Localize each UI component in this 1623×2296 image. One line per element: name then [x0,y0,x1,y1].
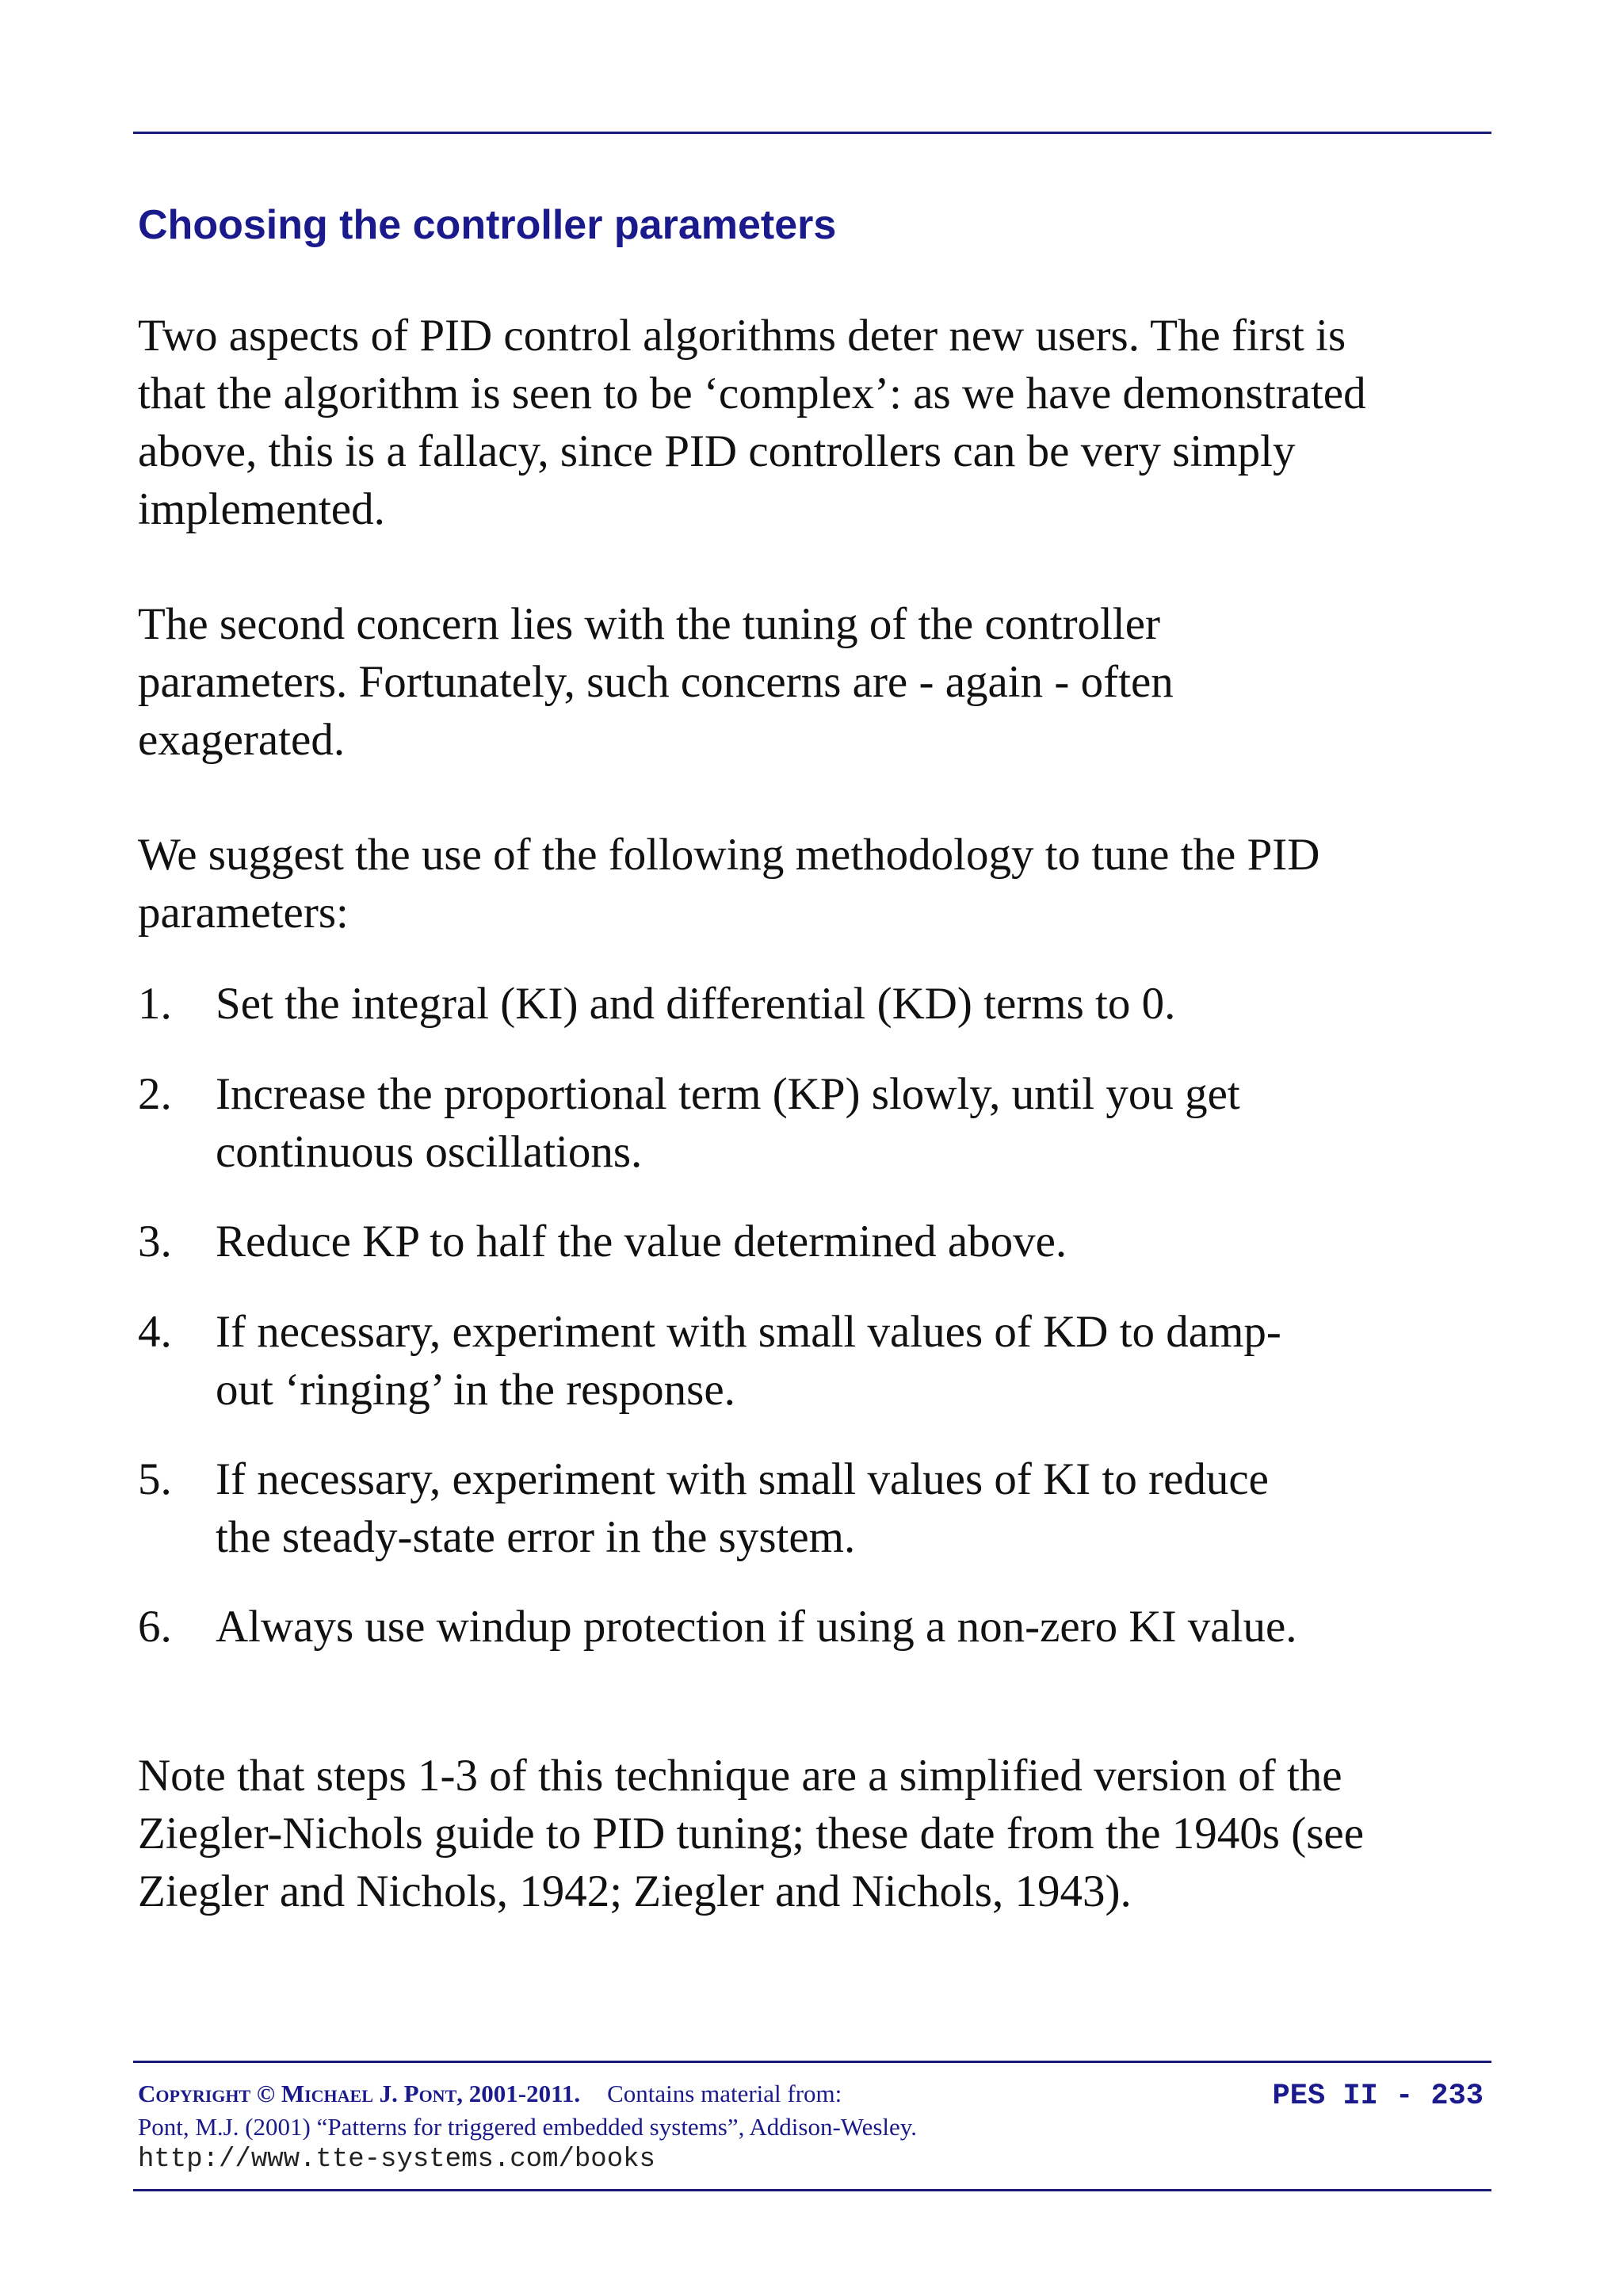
step-number: 2. [138,1069,172,1119]
contains-material-text: Contains material from: [607,2080,842,2107]
step-number: 4. [138,1307,172,1357]
page-number: PES II - 233 [1272,2080,1484,2113]
step-number: 5. [138,1454,172,1504]
step-number: 3. [138,1217,172,1266]
note-paragraph: Note that steps 1-3 of this technique are a simplified version of the Ziegler-Nichols guide to PID tuning; these date from the 1940s (see Ziegler and Nichols, 1942; Ziegler and Nichols, 1943). [138,1751,1364,1916]
step-text: If necessary, experiment with small values of KI to reduce the steady-state error in the system. [216,1454,1269,1562]
step-text: Always use windup protection if using a non-zero KI value. [216,1602,1297,1652]
step-text: Set the integral (KI) and differential (KD) terms to 0. [216,979,1176,1029]
page-title: Choosing the controller parameters [138,202,837,248]
intro-paragraph: Two aspects of PID control algorithms deter new users. The first is that the algorithm is seen to be ‘complex’: as we have demonstrated above, this is a fallacy, since PID controllers can be very simply implemented. [138,311,1366,534]
header-rule [133,132,1491,134]
footer-url-link[interactable]: http://www.tte-systems.com/books [138,2145,655,2175]
step-number: 1. [138,979,172,1029]
step-text: Reduce KP to half the value determined above. [216,1217,1067,1266]
copyright-text: Copyright © Michael J. Pont, 2001-2011. [138,2080,581,2107]
concern-paragraph: The second concern lies with the tuning of the controller parameters. Fortunately, such concerns are - again - often exagerated. [138,599,1174,765]
methodology-paragraph: We suggest the use of the following methodology to tune the PID parameters: [138,830,1320,938]
footer-bottom-rule [133,2189,1491,2191]
footer-copyright-line [138,2080,842,2108]
footer-top-rule [133,2061,1491,2063]
step-text: Increase the proportional term (KP) slowly, until you get continuous oscillations. [216,1069,1240,1177]
footer-citation: Pont, M.J. (2001) “Patterns for triggered embedded systems”, Addison-Wesley. [138,2113,918,2141]
step-number: 6. [138,1602,172,1652]
step-text: If necessary, experiment with small values of KD to damp- out ‘ringing’ in the response. [216,1307,1281,1415]
